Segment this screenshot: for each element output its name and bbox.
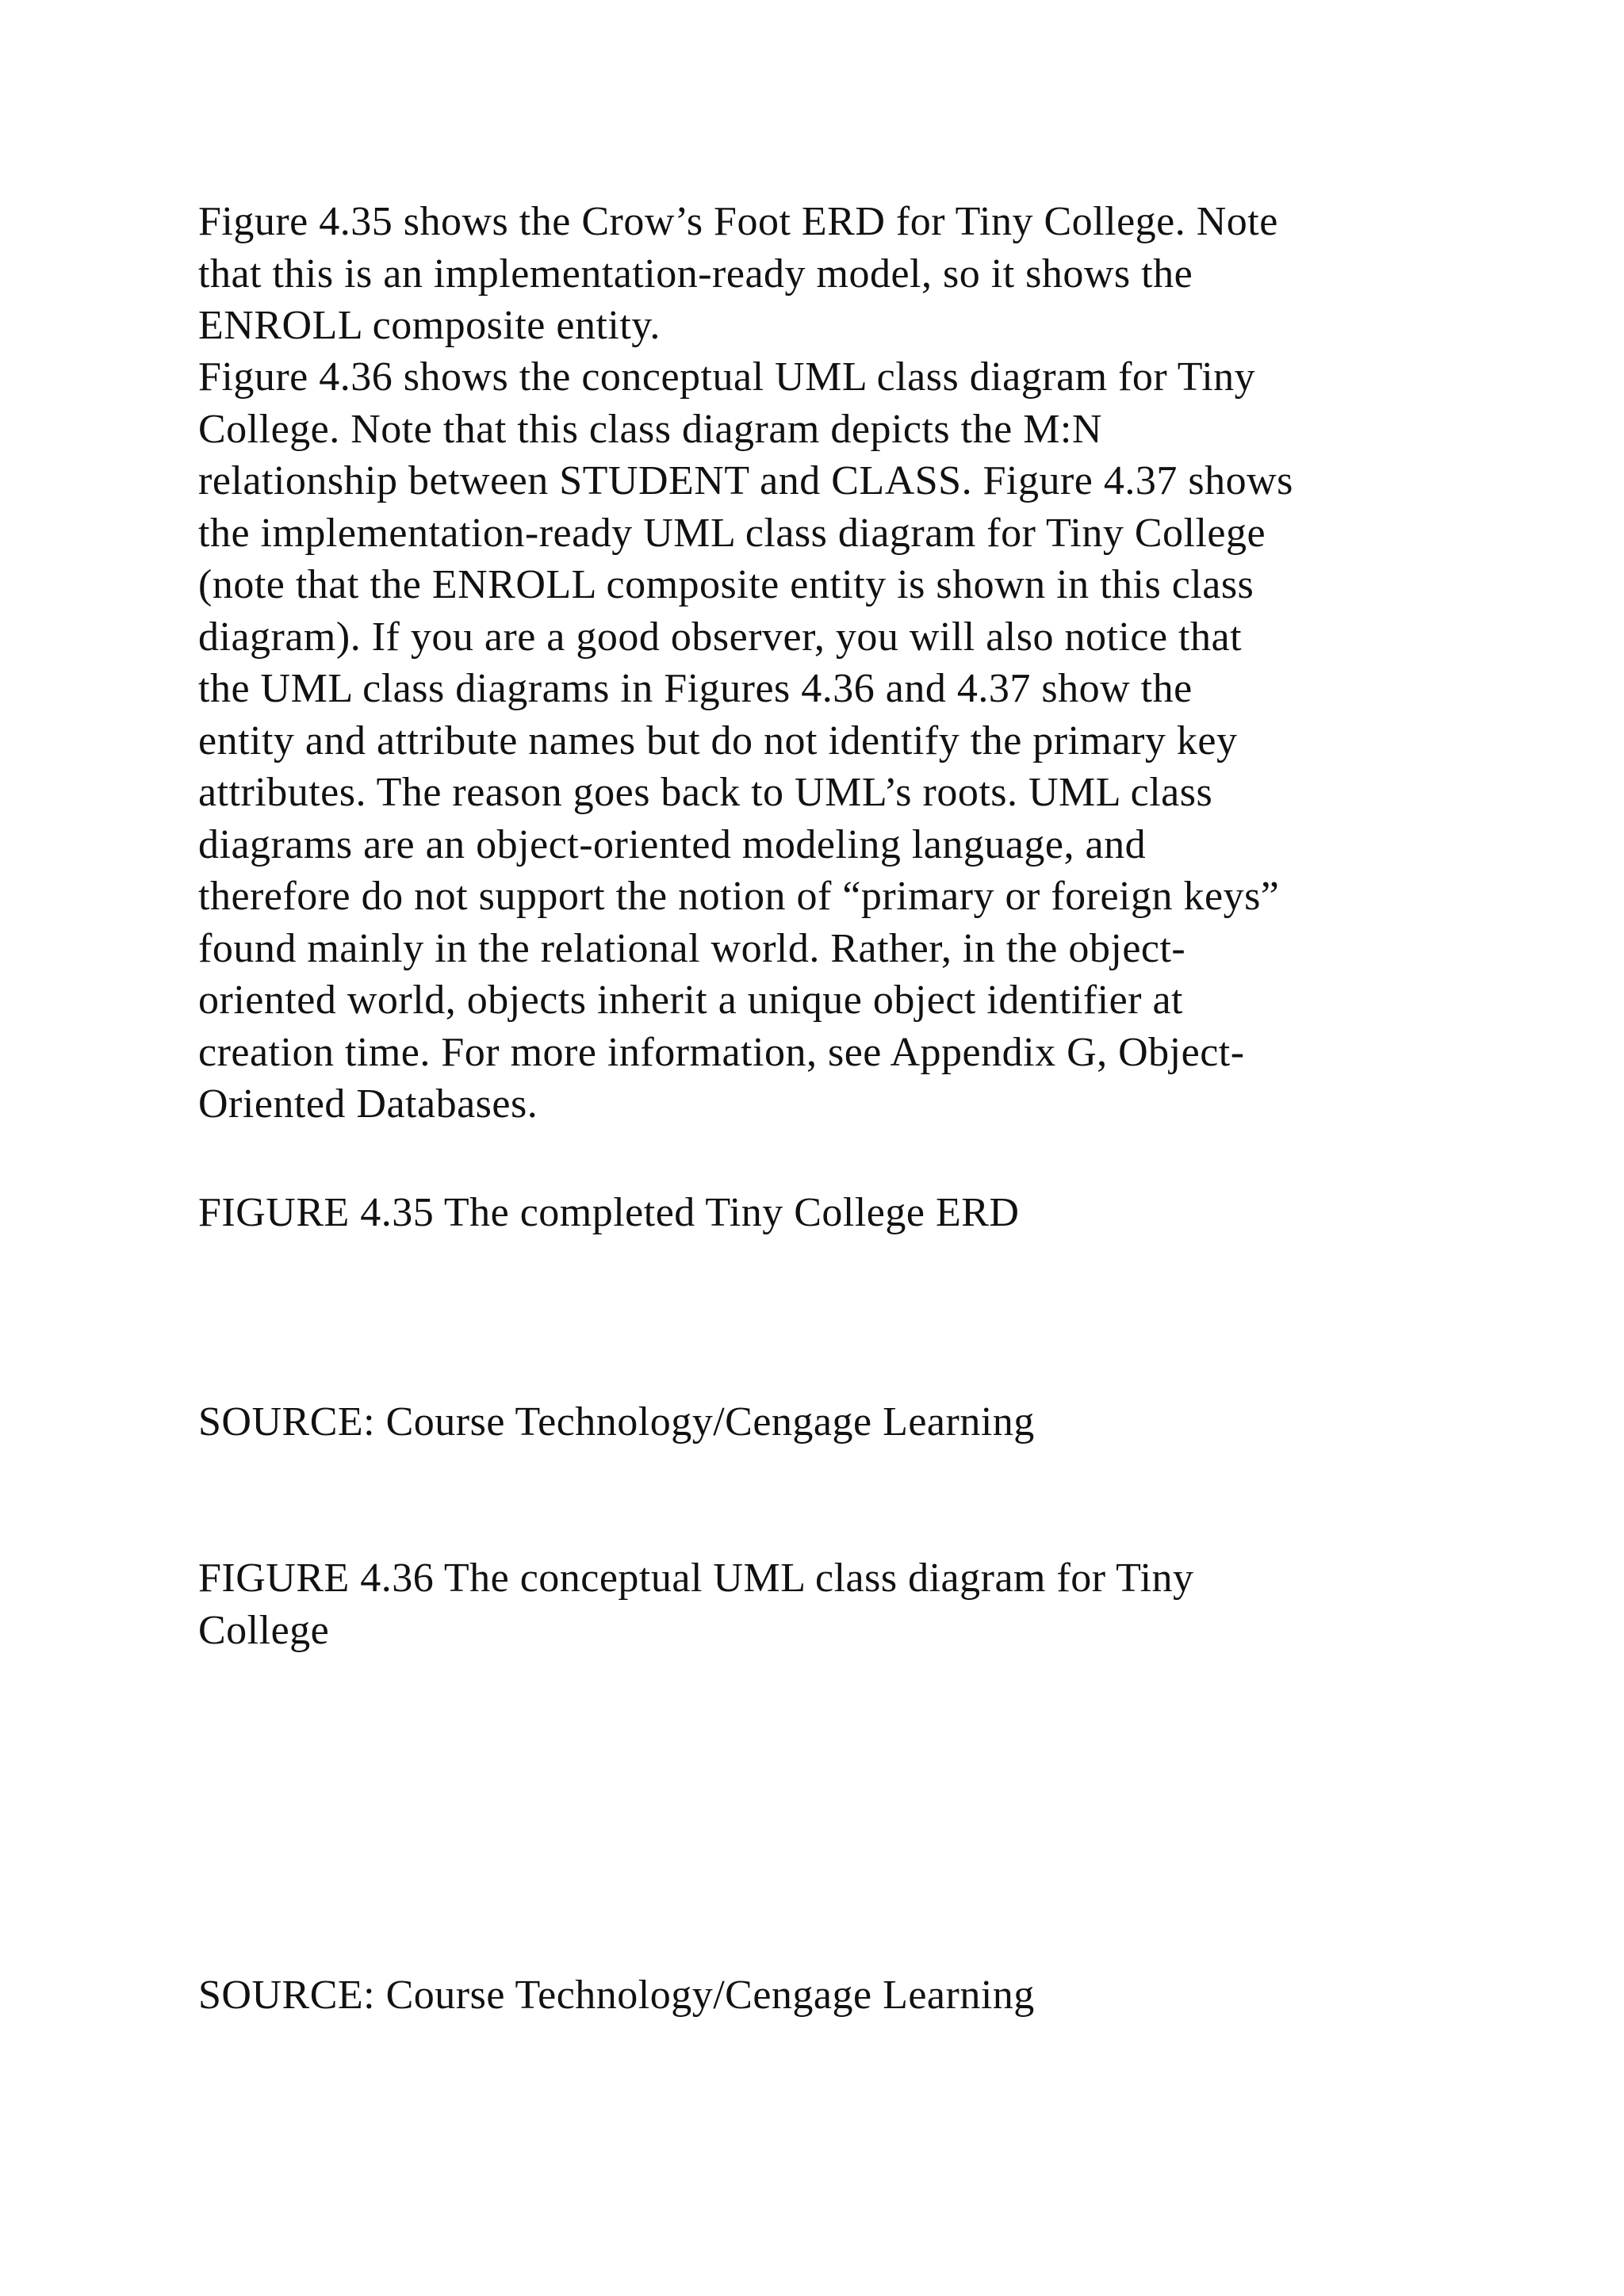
- paragraph-line: found mainly in the relational world. Rather, in the object-: [198, 925, 1186, 971]
- figure-4-36-caption: [198, 1552, 1499, 1656]
- paragraph-line: Oriented Databases.: [198, 1081, 538, 1127]
- paragraph-line: Figure 4.36 shows the conceptual UML class diagram for Tiny: [198, 354, 1256, 400]
- figure-4-35-caption: [198, 1187, 1499, 1239]
- paragraph-line: oriented world, objects inherit a unique object identifier at: [198, 978, 1183, 1023]
- paragraph-line: therefore do not support the notion of “primary or foreign keys”: [198, 874, 1280, 919]
- paragraph-line: ENROLL composite entity.: [198, 303, 661, 348]
- source-line: SOURCE: Course Technology/Cengage Learning: [198, 1399, 1035, 1445]
- figure-4-36-source: [198, 1969, 1499, 2022]
- paragraph-line: attributes. The reason goes back to UML’s roots. UML class: [198, 770, 1213, 815]
- uml-paragraph: [198, 351, 1499, 1131]
- paragraph-line: the implementation-ready UML class diagram for Tiny College: [198, 510, 1266, 556]
- paragraph-line: Figure 4.35 shows the Crow’s Foot ERD for Tiny College. Note: [198, 199, 1278, 244]
- caption-line: College: [198, 1607, 330, 1653]
- paragraph-line: (note that the ENROLL composite entity is shown in this class: [198, 562, 1254, 607]
- paragraph-line: creation time. For more information, see Appendix G, Object-: [198, 1029, 1245, 1075]
- paragraph-line: College. Note that this class diagram depicts the M:N: [198, 406, 1102, 452]
- paragraph-line: entity and attribute names but do not identify the primary key: [198, 718, 1238, 763]
- caption-line: FIGURE 4.36 The conceptual UML class diagram for Tiny: [198, 1556, 1194, 1601]
- paragraph-line: relationship between STUDENT and CLASS. Figure 4.37 shows: [198, 458, 1293, 503]
- paragraph-line: the UML class diagrams in Figures 4.36 and 4.37 show the: [198, 666, 1193, 711]
- paragraph-line: diagram). If you are a good observer, you will also notice that: [198, 614, 1243, 660]
- source-line: SOURCE: Course Technology/Cengage Learning: [198, 1973, 1035, 2018]
- paragraph-line: diagrams are an object-oriented modeling language, and: [198, 821, 1147, 867]
- figure-4-35-source: [198, 1396, 1499, 1448]
- paragraph-line: that this is an implementation-ready model, so it shows the: [198, 251, 1193, 297]
- caption-line: FIGURE 4.35 The completed Tiny College ERD: [198, 1190, 1020, 1235]
- intro-paragraph: [198, 196, 1499, 352]
